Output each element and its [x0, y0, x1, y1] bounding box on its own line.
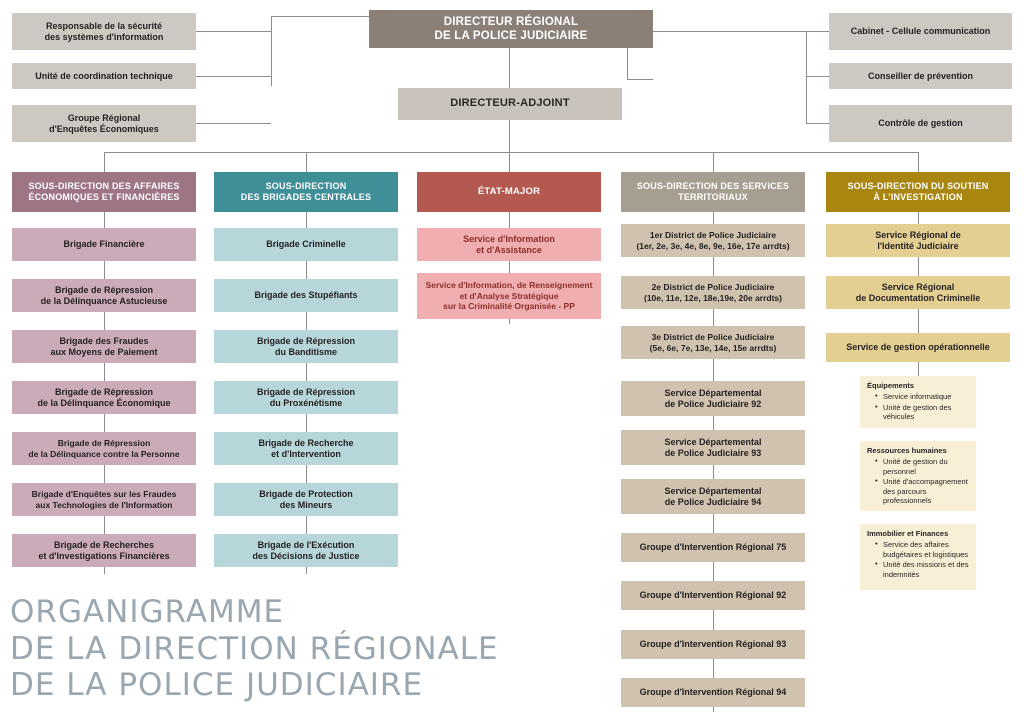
- node-service-information-assistance[interactable]: [417, 228, 601, 261]
- node-line: Brigade Financière: [63, 239, 145, 250]
- node-line: des Mineurs: [279, 499, 333, 510]
- node-line: des systèmes d'information: [44, 31, 164, 42]
- node-line: Brigade Criminelle: [266, 239, 346, 250]
- node-line: DIRECTEUR RÉGIONAL: [443, 15, 579, 28]
- node-line: aux Moyens de Paiement: [50, 346, 158, 357]
- node-line: SOUS-DIRECTION DU SOUTIEN: [847, 181, 989, 192]
- connector-line: [306, 152, 307, 172]
- col-head-services-territoriaux[interactable]: [621, 172, 805, 212]
- node-line: DE LA POLICE JUDICIAIRE: [434, 30, 588, 42]
- node-brigade-criminelle[interactable]: [214, 228, 398, 261]
- node-line: Cabinet - Cellule communication: [850, 26, 991, 37]
- node-line: Groupe d'Intervention Régional 94: [639, 687, 787, 698]
- node-line: Groupe d'Intervention Régional 92: [639, 590, 787, 601]
- node-line: Groupe d'Intervention Régional 93: [639, 639, 787, 650]
- node-line: Brigade de Répression: [57, 438, 151, 449]
- node-gir-92[interactable]: [621, 581, 805, 610]
- node-brigade-repression-delinquance-astucieuse[interactable]: [12, 279, 196, 312]
- node-brigade-recherche-intervention[interactable]: [214, 432, 398, 465]
- node-line: 1er District de Police Judiciaire: [649, 230, 777, 241]
- node-line: du Proxénétisme: [269, 397, 343, 408]
- connector-line: [271, 16, 272, 86]
- group-title: Équipements: [867, 381, 915, 390]
- node-line: Service Départemental: [664, 387, 762, 398]
- node-line: Brigade de Répression: [54, 386, 154, 397]
- node-line: Contrôle de gestion: [878, 118, 963, 129]
- node-line: ÉTAT-MAJOR: [477, 186, 541, 198]
- group-item: • Service des affaires budgétaires et logistiques: [876, 540, 969, 559]
- page-title-line: ORGANIGRAMME: [10, 594, 285, 630]
- col-head-affaires-economiques-financieres[interactable]: [12, 172, 196, 212]
- node-line: et d'Assistance: [476, 244, 542, 255]
- connector-line: [271, 16, 369, 17]
- connector-line: [196, 31, 271, 32]
- col-head-brigades-centrales[interactable]: [214, 172, 398, 212]
- node-line: Brigade des Fraudes: [59, 335, 149, 346]
- node-groupe-regional-enquetes-economiques[interactable]: [12, 105, 196, 142]
- node-line: Service Départemental: [664, 485, 762, 496]
- node-line: 2e District de Police Judiciaire: [651, 282, 775, 293]
- node-line: DIRECTEUR-ADJOINT: [450, 97, 570, 110]
- node-line: Brigade d'Enquêtes sur les Fraudes: [31, 489, 177, 500]
- group-title: Ressources humaines: [867, 446, 947, 455]
- node-line: de Police Judiciaire 92: [664, 398, 762, 409]
- page-title-line: DE LA DIRECTION RÉGIONALE: [10, 630, 499, 667]
- node-line: sur la Criminalité Organisée - PP: [443, 301, 575, 312]
- node-brigade-fraudes-moyens-paiement[interactable]: [12, 330, 196, 363]
- page-title-line: DE LA POLICE JUDICIAIRE: [10, 667, 424, 704]
- node-line: Unité de coordination technique: [35, 70, 173, 81]
- node-conseiller-prevention[interactable]: [829, 63, 1012, 89]
- node-line: SOUS-DIRECTION: [265, 181, 347, 192]
- node-gir-93[interactable]: [621, 630, 805, 659]
- group-item: • Service informatique: [876, 392, 969, 401]
- node-service-departemental-pj-94[interactable]: [621, 479, 805, 514]
- node-brigade-repression-proxenetisme[interactable]: [214, 381, 398, 414]
- node-line: Groupe Régional: [67, 112, 141, 123]
- node-responsable-securite-si[interactable]: [12, 13, 196, 50]
- connector-line: [806, 123, 829, 124]
- node-line: Groupe d'Intervention Régional 75: [639, 542, 787, 553]
- node-line: (5e, 6e, 7e, 13e, 14e, 15e arrdts): [649, 342, 777, 353]
- node-line: Service d'Information: [463, 233, 555, 244]
- node-line: Responsable de la sécurité: [45, 20, 163, 31]
- group-immobilier-finances[interactable]: [860, 524, 976, 590]
- node-line: 3e District de Police Judiciaire: [651, 332, 775, 343]
- connector-line: [104, 152, 919, 153]
- node-line: Service Régional: [881, 281, 955, 292]
- node-gir-94[interactable]: [621, 678, 805, 707]
- node-line: Service de gestion opérationnelle: [846, 342, 990, 353]
- connector-line: [196, 76, 271, 77]
- group-item: • Unité des missions et des indemnités: [876, 560, 969, 579]
- connector-line: [104, 152, 105, 172]
- node-line: de Documentation Criminelle: [855, 292, 981, 303]
- group-equipements[interactable]: [860, 376, 976, 428]
- node-brigade-repression-delinquance-economique[interactable]: [12, 381, 196, 414]
- node-line: Brigade de Recherches: [53, 539, 155, 550]
- connector-line: [509, 152, 510, 172]
- node-line: DES BRIGADES CENTRALES: [240, 192, 372, 202]
- node-unite-coordination-technique[interactable]: [12, 63, 196, 89]
- node-line: ÉCONOMIQUES ET FINANCIÈRES: [28, 192, 180, 202]
- node-controle-de-gestion[interactable]: [829, 105, 1012, 142]
- node-line: SOUS-DIRECTION DES AFFAIRES: [28, 181, 180, 192]
- node-line: Brigade de Répression: [256, 386, 356, 397]
- connector-line: [509, 120, 510, 152]
- group-item: • Unité de gestion des véhicules: [876, 403, 969, 422]
- node-line: et d'Analyse Stratégique: [459, 290, 559, 301]
- node-line: de Police Judiciaire 94: [664, 496, 762, 507]
- node-line: et d'Intervention: [271, 448, 341, 459]
- node-line: de la Délinquance Astucieuse: [40, 295, 168, 306]
- node-service-departemental-pj-92[interactable]: [621, 381, 805, 416]
- connector-line: [509, 48, 510, 88]
- node-cabinet-cellule-communication[interactable]: [829, 13, 1012, 50]
- node-line: l'Identité Judiciaire: [877, 240, 959, 251]
- node-gir-75[interactable]: [621, 533, 805, 562]
- connector-line: [806, 76, 829, 77]
- node-line: Brigade de Répression: [54, 284, 154, 295]
- node-line: (10e, 11e, 12e, 18e,19e, 20e arrdts): [644, 292, 782, 303]
- node-service-gestion-operationnelle[interactable]: [826, 333, 1010, 362]
- node-brigade-execution-decisions-justice[interactable]: [214, 534, 398, 567]
- node-line: Brigade des Stupéfiants: [254, 290, 358, 301]
- node-1er-district-pj[interactable]: [621, 224, 805, 257]
- node-directeur-adjoint[interactable]: [398, 88, 622, 120]
- node-line: et d'Investigations Financières: [38, 550, 170, 561]
- node-brigade-enquetes-fraudes-technologies[interactable]: [12, 483, 196, 516]
- node-line: du Banditisme: [274, 346, 337, 357]
- node-line: Brigade de Recherche: [258, 437, 354, 448]
- node-line: Service Régional de: [875, 229, 961, 240]
- node-brigade-repression-delinquance-personne[interactable]: [12, 432, 196, 465]
- node-directeur-regional[interactable]: [369, 10, 653, 48]
- connector-line: [196, 123, 271, 124]
- node-line: de Police Judiciaire 93: [664, 447, 762, 458]
- node-service-departemental-pj-93[interactable]: [621, 430, 805, 465]
- node-brigade-recherches-investigations-financieres[interactable]: [12, 534, 196, 567]
- group-title: Immobilier et Finances: [867, 529, 949, 538]
- connector-line: [627, 79, 653, 80]
- node-line: Service Départemental: [664, 436, 762, 447]
- node-line: Conseiller de prévention: [867, 70, 974, 81]
- node-brigade-protection-mineurs[interactable]: [214, 483, 398, 516]
- group-item: • Unité d'accompagnement des parcours professionnels: [876, 477, 969, 505]
- node-brigade-stupefiants[interactable]: [214, 279, 398, 312]
- node-line: Brigade de Protection: [259, 488, 353, 499]
- node-line: TERRITORIAUX: [678, 192, 748, 202]
- node-line: Brigade de l'Exécution: [257, 539, 355, 550]
- connector-line: [653, 31, 829, 32]
- node-line: (1er, 2e, 3e, 4e, 8e, 9e, 16e, 17e arrdts): [636, 240, 790, 251]
- node-service-regional-documentation-criminelle[interactable]: [826, 276, 1010, 309]
- connector-line: [806, 31, 807, 123]
- node-brigade-repression-banditisme[interactable]: [214, 330, 398, 363]
- node-3e-district-pj[interactable]: [621, 326, 805, 359]
- node-line: aux Technologies de l'Information: [35, 499, 173, 510]
- node-line: À L'INVESTIGATION: [873, 192, 963, 202]
- group-item: • Unité de gestion du personnel: [876, 457, 969, 476]
- col-head-soutien-investigation[interactable]: [826, 172, 1010, 212]
- node-service-regional-identite-judiciaire[interactable]: [826, 224, 1010, 257]
- node-line: Brigade de Répression: [256, 335, 356, 346]
- node-line: d'Enquêtes Économiques: [49, 123, 159, 134]
- node-line: Service d'Information, de Renseignement: [425, 280, 593, 291]
- col-head-etat-major[interactable]: [417, 172, 601, 212]
- node-brigade-financiere[interactable]: [12, 228, 196, 261]
- node-line: de la Délinquance contre la Personne: [28, 448, 180, 459]
- node-2e-district-pj[interactable]: [621, 276, 805, 309]
- connector-line: [713, 152, 714, 172]
- node-line: des Décisions de Justice: [252, 550, 360, 561]
- node-line: de la Délinquance Économique: [37, 397, 171, 408]
- connector-line: [918, 152, 919, 172]
- node-line: SOUS-DIRECTION DES SERVICES: [636, 181, 790, 192]
- node-sirasco-pp[interactable]: [417, 273, 601, 319]
- group-ressources-humaines[interactable]: [860, 441, 976, 511]
- page-title: [10, 594, 499, 704]
